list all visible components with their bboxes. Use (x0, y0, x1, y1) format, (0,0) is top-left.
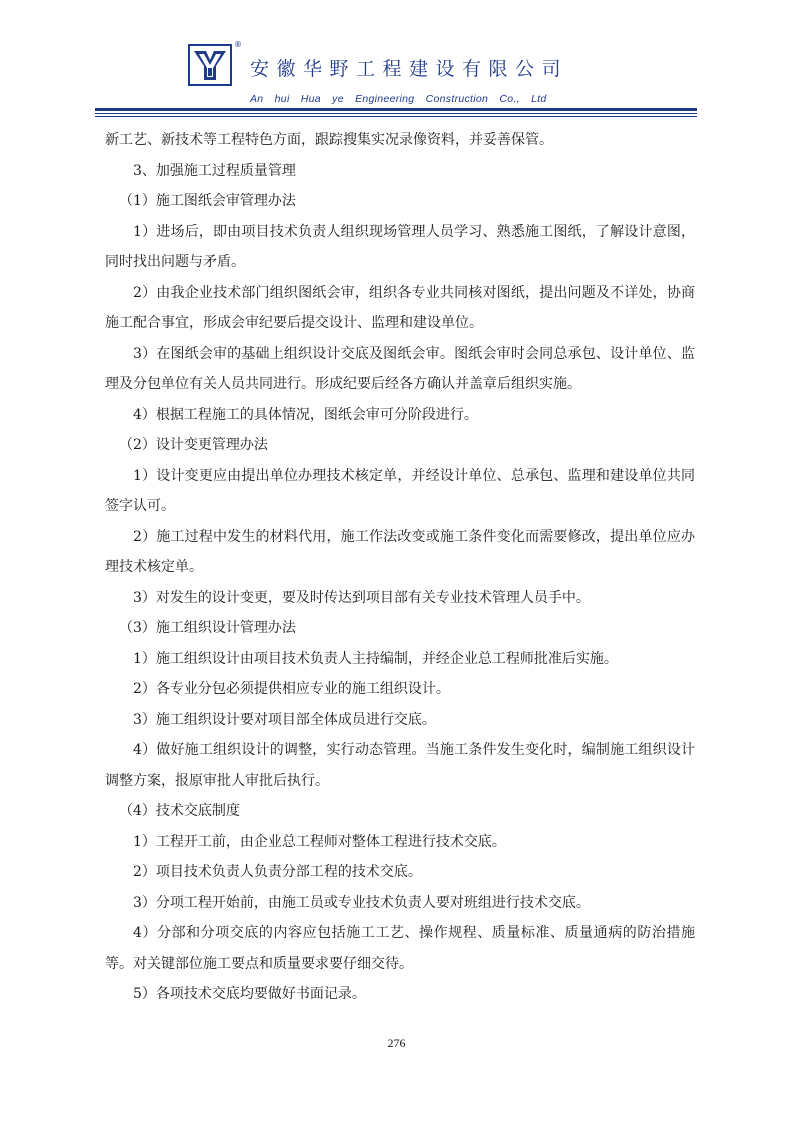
paragraph: 1）设计变更应由提出单位办理技术核定单，并经设计单位、总承包、监理和建设单位共同签字认可。 (105, 467, 695, 514)
subsection-heading: （4）技术交底制度 (119, 803, 240, 819)
company-logo-icon (188, 44, 232, 86)
paragraph: 3）分项工程开始前，由施工员或专业技术负责人要对班组进行技术交底。 (133, 894, 590, 911)
paragraph: 4）分部和分项交底的内容应包括施工工艺、操作规程、质量标准、质量通病的防治措施等。对关键部位施工要点和质量要求要仔细交待。 (105, 925, 695, 972)
paragraph: 2）各专业分包必须提供相应专业的施工组织设计。 (133, 681, 450, 697)
paragraph: 1）工程开工前，由企业总工程师对整体工程进行技术交底。 (133, 833, 506, 850)
header-rule-thin (95, 113, 697, 114)
page-number: 276 (387, 1036, 406, 1050)
paragraph: 新工艺、新技术等工程特色方面，跟踪搜集实况录像资料，并妥善保管。 (105, 132, 553, 148)
header-rule-thin (95, 116, 697, 117)
paragraph: 1）进场后，即由项目技术负责人组织现场管理人员学习、熟悉施工图纸，了解设计意图，同时找出问题与矛盾。 (105, 223, 695, 270)
paragraph: 1）施工组织设计由项目技术负责人主持编制，并经企业总工程师批准后实施。 (133, 650, 618, 667)
paragraph: 2）施工过程中发生的材料代用，施工作法改变或施工条件变化而需要修改，提出单位应办理技术核定单。 (105, 528, 695, 575)
subsection-heading: （2）设计变更管理办法 (119, 437, 268, 453)
paragraph: 2）项目技术负责人负责分部工程的技术交底。 (133, 864, 422, 880)
paragraph: 3）施工组织设计要对项目部全体成员进行交底。 (133, 711, 436, 728)
paragraph: 4）根据工程施工的具体情况，图纸会审可分阶段进行。 (133, 406, 478, 423)
section-heading: 3、加强施工过程质量管理 (133, 162, 296, 179)
document-body (105, 125, 695, 1010)
paragraph: 3）在图纸会审的基础上组织设计交底及图纸会审。图纸会审时会同总承包、设计单位、监理及分包单位有关人员共同进行。形成纪要后经各方确认并盖章后组织实施。 (105, 345, 695, 392)
paragraph: 4）做好施工组织设计的调整，实行动态管理。当施工条件发生变化时，编制施工组织设计调整方案，报原审批人审批后执行。 (105, 742, 695, 789)
company-name-en: An hui Hua ye Engineering Construction Co., Ltd (250, 93, 547, 105)
paragraph: 2）由我企业技术部门组织图纸会审，组织各专业共同核对图纸，提出问题及不详处，协商施工配合事宜，形成会审纪要后提交设计、监理和建设单位。 (105, 284, 695, 331)
header-rule-thick (95, 108, 697, 111)
paragraph: 3）对发生的设计变更，要及时传达到项目部有关专业技术管理人员手中。 (133, 589, 590, 606)
registered-mark: ® (234, 40, 242, 49)
company-name-cn: 安徽华野工程建设有限公司 (250, 58, 569, 80)
paragraph: 5）各项技术交底均要做好书面记录。 (133, 986, 366, 1002)
subsection-heading: （1）施工图纸会审管理办法 (119, 193, 296, 209)
page-header (0, 0, 793, 125)
subsection-heading: （3）施工组织设计管理办法 (119, 620, 296, 636)
